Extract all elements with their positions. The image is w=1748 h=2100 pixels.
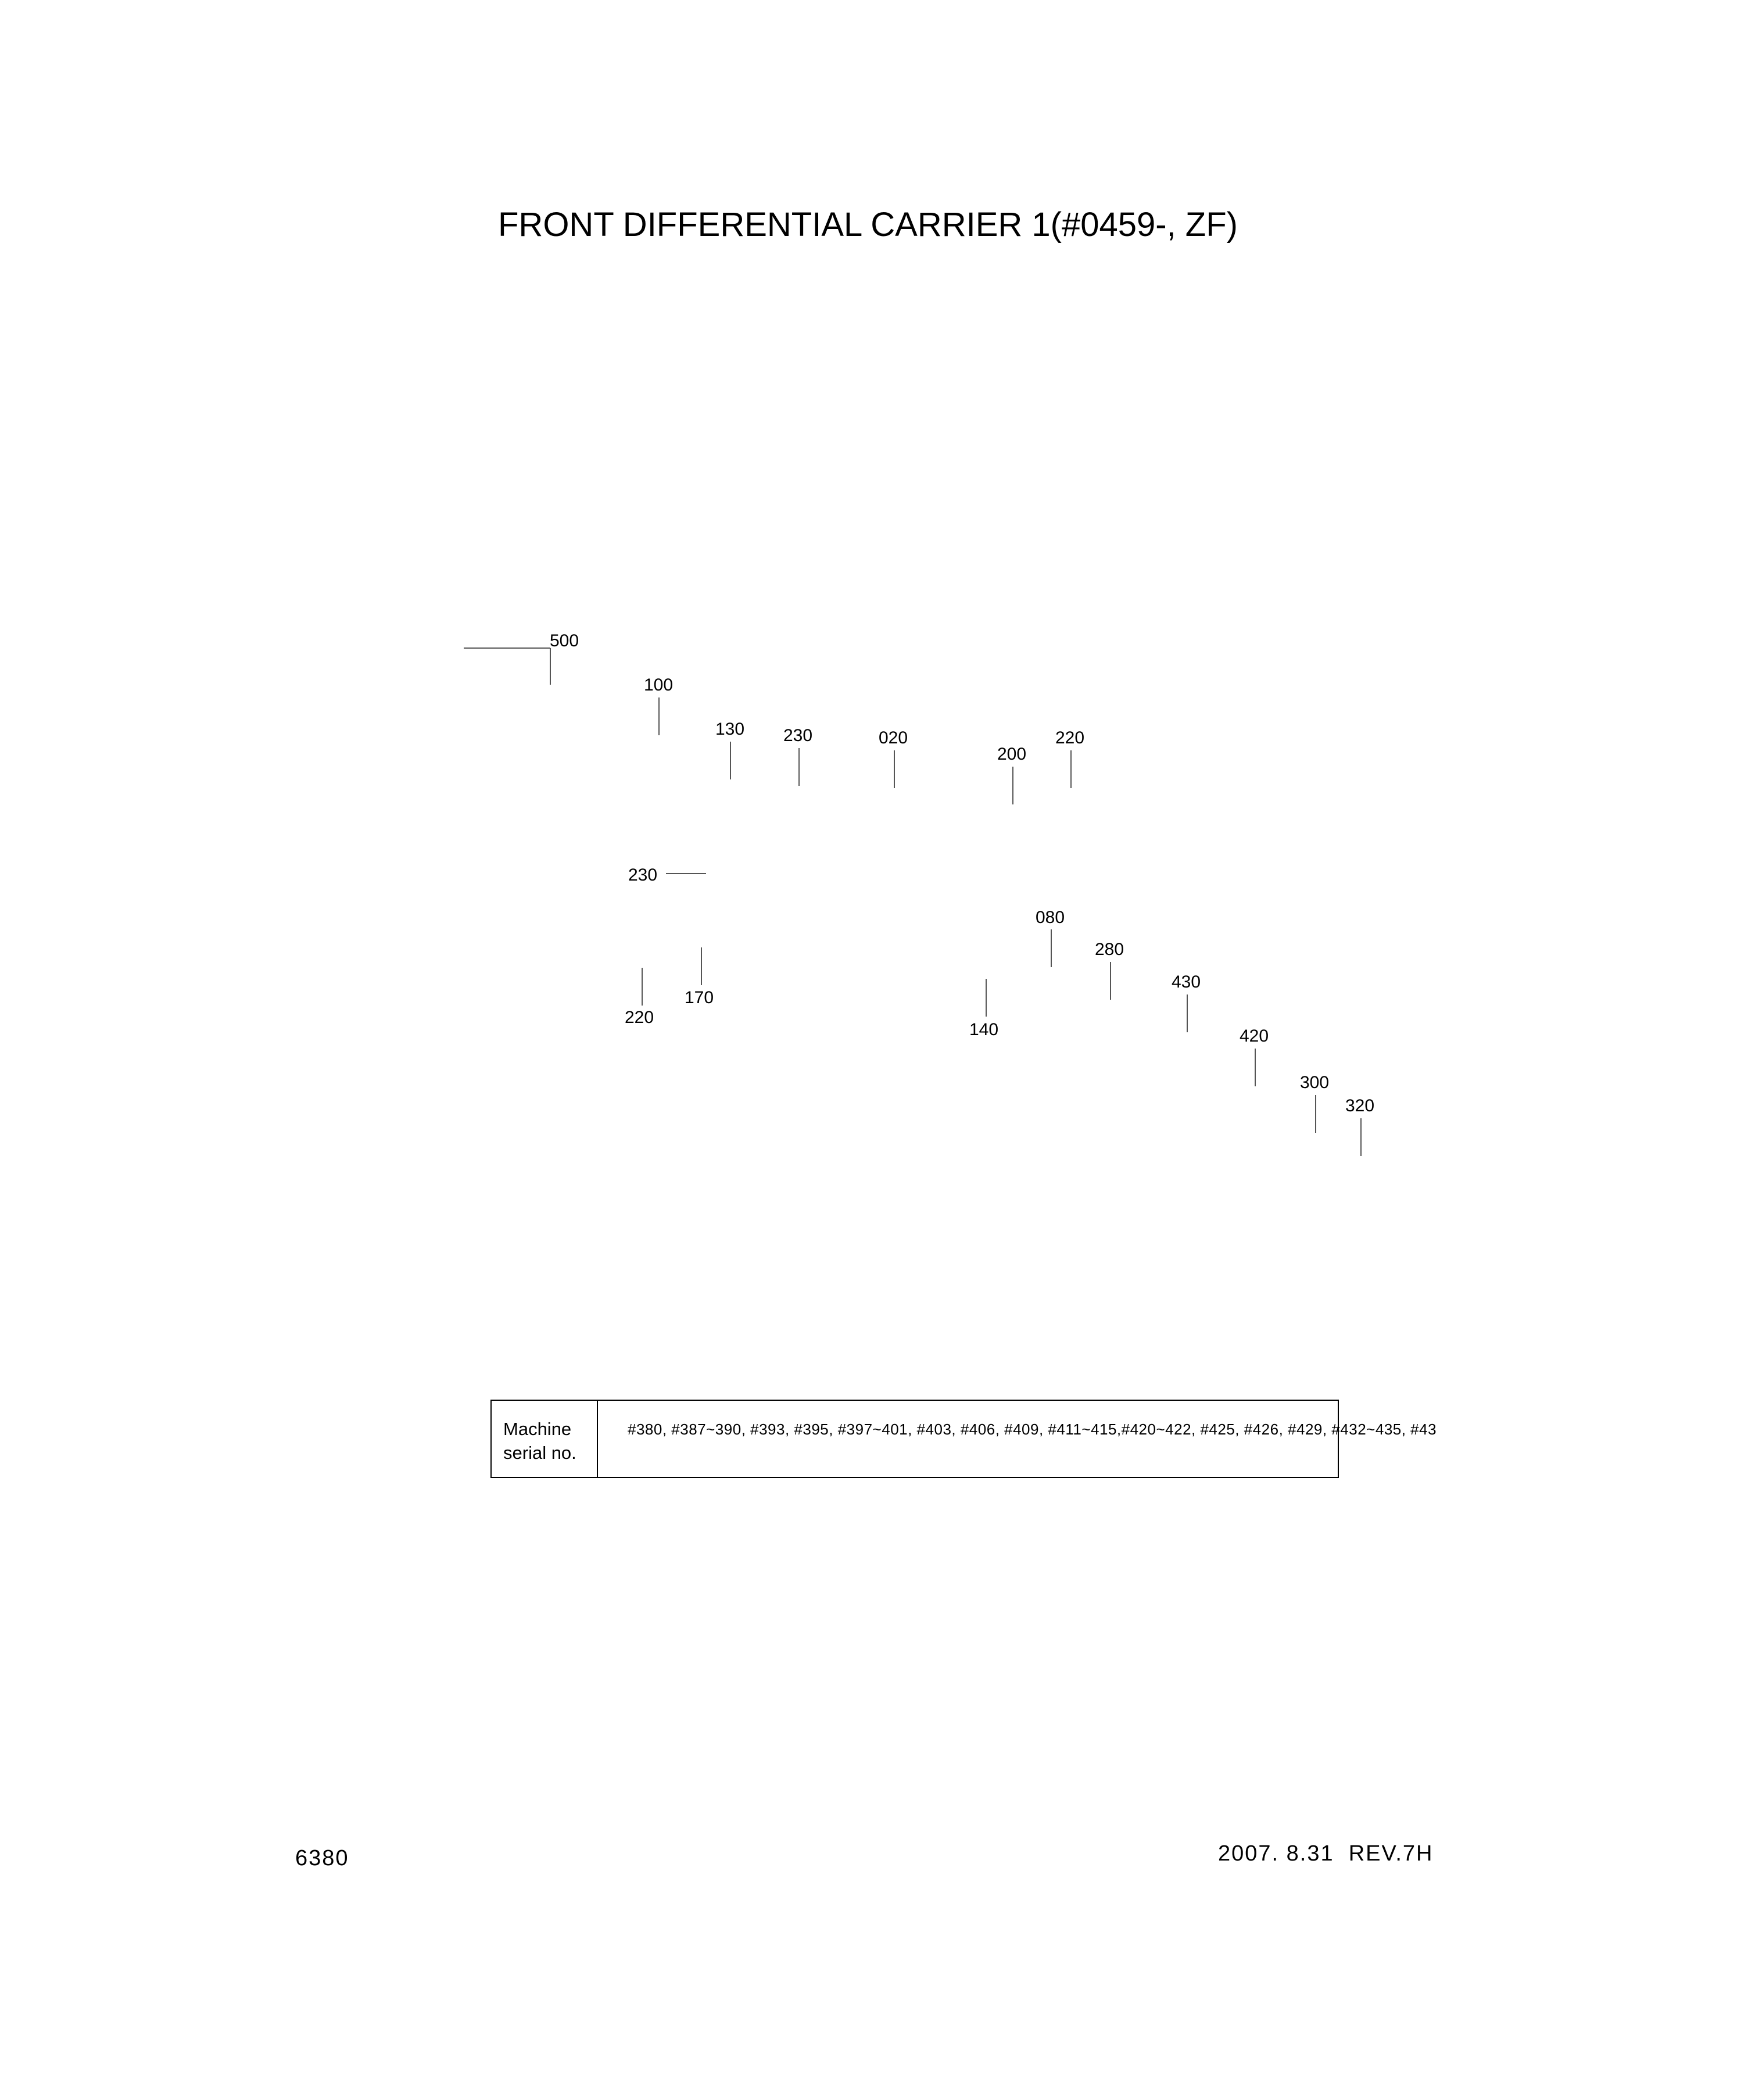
callout-170: [685, 947, 714, 1007]
callout-label: 280: [1095, 940, 1124, 959]
revision-date: 2007. 8.31 REV.7H: [1218, 1841, 1434, 1866]
serial-label-line2: serial no.: [503, 1443, 576, 1463]
callout-label: 500: [550, 631, 579, 650]
callout-200: [997, 745, 1026, 804]
callout-label: 020: [879, 728, 908, 747]
callout-label: 230: [783, 726, 813, 745]
callout-label: 430: [1172, 972, 1201, 992]
machine-serial-table: [490, 1400, 1437, 1478]
callout-label: 320: [1345, 1096, 1375, 1115]
callout-label: 130: [715, 720, 745, 739]
callout-140: [969, 979, 998, 1039]
callout-label: 300: [1300, 1073, 1330, 1092]
callout-label: 220: [625, 1008, 654, 1027]
callout-420: [1240, 1026, 1269, 1086]
callout-130: [715, 720, 744, 779]
callout-label: 200: [997, 745, 1027, 764]
serial-table-label: [503, 1417, 576, 1465]
callout-220-bottom: [625, 968, 654, 1027]
serial-number-list: #380, #387~390, #393, #395, #397~401, #403, #406, #409, #411~415,#420~422, #425, #426, #429, #432~435, #43: [628, 1421, 1437, 1438]
page-number: 6380: [295, 1846, 349, 1870]
callout-100: [644, 675, 673, 735]
callout-label: 220: [1055, 728, 1085, 747]
diagram-title: FRONT DIFFERENTIAL CARRIER 1(#0459-, ZF): [498, 206, 1238, 244]
callout-220: [1055, 728, 1084, 788]
callout-020: [879, 728, 908, 788]
callout-080: [1036, 908, 1065, 967]
callout-label: 170: [685, 988, 714, 1007]
callout-280: [1095, 940, 1124, 1000]
callout-label: 100: [644, 675, 674, 695]
callout-230-left: [628, 865, 706, 885]
callout-300: [1300, 1073, 1329, 1133]
serial-label-line1: Machine: [503, 1419, 572, 1439]
callout-label: 140: [969, 1020, 999, 1039]
callout-label: 420: [1240, 1026, 1269, 1046]
callout-500: [464, 631, 579, 685]
table-divider: [597, 1401, 598, 1477]
callout-320: [1345, 1096, 1374, 1156]
callout-label: 230: [628, 865, 658, 885]
callout-label: 080: [1036, 908, 1065, 927]
callout-230: [783, 726, 812, 786]
callout-430: [1172, 972, 1201, 1032]
